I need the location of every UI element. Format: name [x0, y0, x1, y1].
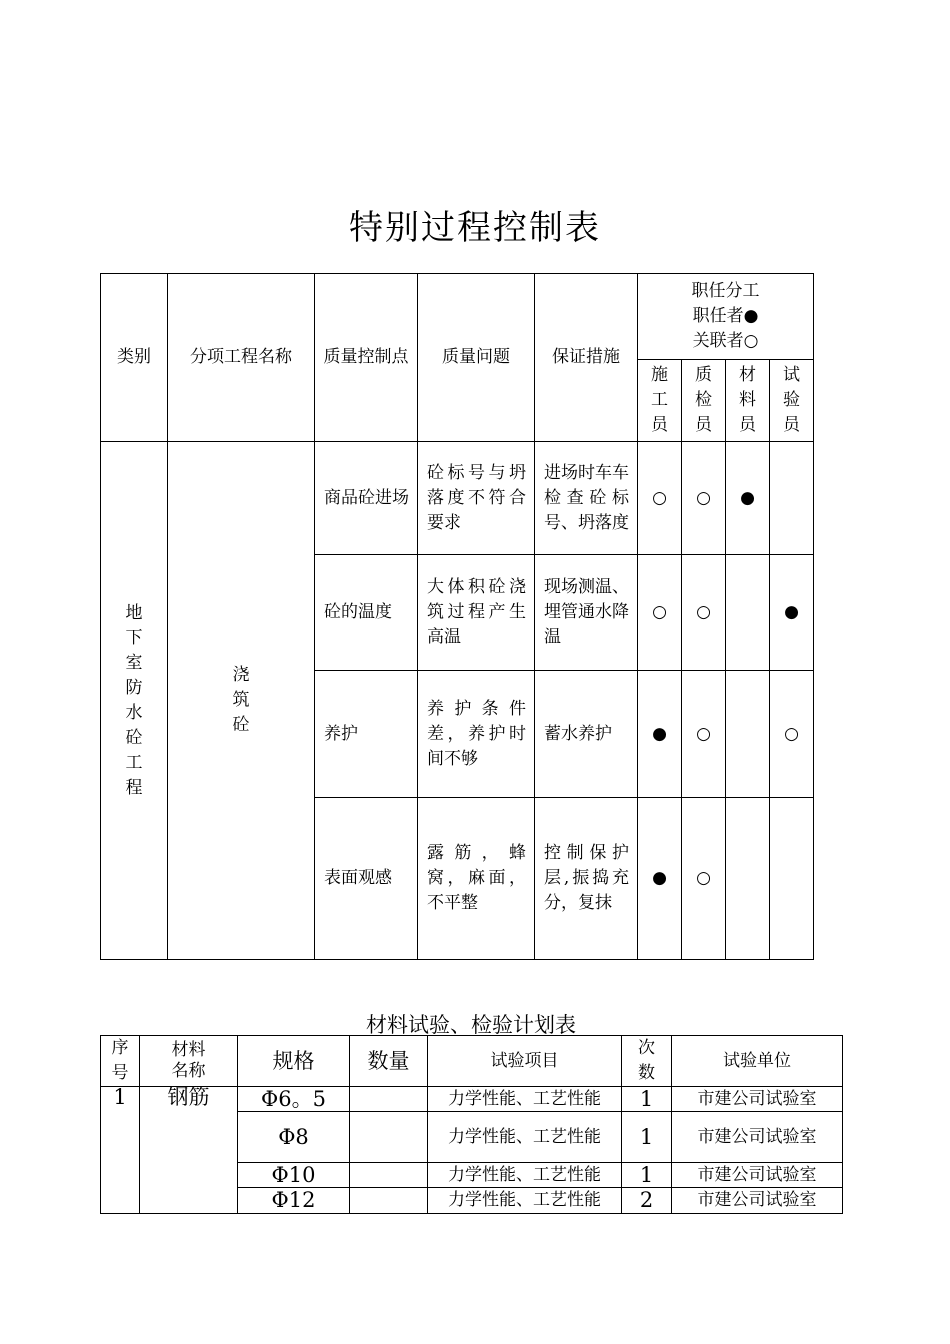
- measure-cell: 蓄水养护: [535, 671, 638, 798]
- header-category: 类别: [101, 274, 168, 442]
- quality-problem-cell: 大体积砼浇筑过程产生高温: [418, 555, 535, 671]
- control-point-cell: 养护: [315, 671, 418, 798]
- special-process-control-table: [100, 273, 814, 960]
- role-mark: ○: [682, 671, 726, 798]
- role-mark: ●: [726, 442, 770, 555]
- role-mark: ●: [638, 671, 682, 798]
- role-mark: ○: [682, 798, 726, 960]
- header-seq: 序号: [101, 1036, 140, 1087]
- header-times: 次数: [622, 1036, 672, 1087]
- test-unit-cell: 市建公司试验室: [672, 1163, 843, 1188]
- test-unit-cell: 市建公司试验室: [672, 1087, 843, 1112]
- test-item-cell: 力学性能、工艺性能: [428, 1112, 622, 1163]
- material-table-title: 材料试验、检验计划表: [366, 1013, 576, 1037]
- header-role-quality-inspector: 质检员: [695, 365, 712, 435]
- role-mark: ○: [638, 555, 682, 671]
- qty-cell: [350, 1163, 428, 1188]
- test-item-cell: 力学性能、工艺性能: [428, 1163, 622, 1188]
- times-cell: 1: [622, 1112, 672, 1163]
- header-duty-division: [638, 274, 814, 360]
- header-control-point: 质量控制点: [315, 274, 418, 442]
- header-quality-problem: 质量问题: [418, 274, 535, 442]
- qty-cell: [350, 1112, 428, 1163]
- quality-problem-cell: 砼标号与坍落度不符合要求: [418, 442, 535, 555]
- role-mark: ●: [638, 798, 682, 960]
- times-cell: 2: [622, 1188, 672, 1214]
- role-mark: [726, 555, 770, 671]
- test-item-cell: 力学性能、工艺性能: [428, 1188, 622, 1214]
- qty-cell: [350, 1087, 428, 1112]
- spec-cell: Φ10: [238, 1163, 350, 1188]
- control-point-cell: 表面观感: [315, 798, 418, 960]
- control-point-cell: 砼的温度: [315, 555, 418, 671]
- test-unit-cell: 市建公司试验室: [672, 1188, 843, 1214]
- header-spec: 规格: [238, 1036, 350, 1087]
- role-mark: [726, 671, 770, 798]
- material-test-plan-table: [100, 1035, 843, 1214]
- measure-cell: 进场时车车检查砼标号、坍落度: [535, 442, 638, 555]
- times-cell: 1: [622, 1087, 672, 1112]
- header-guarantee-measure: 保证措施: [535, 274, 638, 442]
- duty-line: 职任分工: [691, 281, 760, 301]
- duty-line: 关联者○: [692, 331, 759, 351]
- header-role-construction: 施工员: [651, 365, 668, 435]
- item-value: 浇筑砼: [232, 665, 250, 735]
- measure-cell: 控制保护层,振捣充分，复抹: [535, 798, 638, 960]
- quality-problem-cell: 露筋，蜂窝，麻面，不平整: [418, 798, 535, 960]
- header-item-name: 分项工程名称: [168, 274, 315, 442]
- header-material: 材料名称: [140, 1036, 238, 1087]
- test-item-cell: 力学性能、工艺性能: [428, 1087, 622, 1112]
- spec-cell: Φ6。5: [238, 1087, 350, 1112]
- control-point-cell: 商品砼进场: [315, 442, 418, 555]
- measure-cell: 现场测温、埋管通水降温: [535, 555, 638, 671]
- role-mark: ○: [682, 555, 726, 671]
- role-mark: [770, 798, 814, 960]
- header-test-unit: 试验单位: [672, 1036, 843, 1087]
- quality-problem-cell: 养护条件差，养护时间不够: [418, 671, 535, 798]
- role-mark: ○: [682, 442, 726, 555]
- header-qty: 数量: [350, 1036, 428, 1087]
- role-mark: [770, 442, 814, 555]
- material-value: 钢筋: [140, 1087, 238, 1214]
- role-mark: ●: [770, 555, 814, 671]
- header-role-tester: 试验员: [783, 365, 800, 435]
- test-unit-cell: 市建公司试验室: [672, 1112, 843, 1163]
- duty-line: 职任者●: [692, 306, 759, 326]
- seq-value: 1: [101, 1087, 140, 1214]
- role-mark: ○: [770, 671, 814, 798]
- page-title: 特别过程控制表: [349, 208, 601, 248]
- role-mark: ○: [638, 442, 682, 555]
- qty-cell: [350, 1188, 428, 1214]
- spec-cell: Φ12: [238, 1188, 350, 1214]
- category-value: 地下室防水砼工程: [125, 602, 143, 798]
- header-test-item: 试验项目: [428, 1036, 622, 1087]
- header-role-material: 材料员: [739, 365, 756, 435]
- role-mark: [726, 798, 770, 960]
- spec-cell: Φ8: [238, 1112, 350, 1163]
- times-cell: 1: [622, 1163, 672, 1188]
